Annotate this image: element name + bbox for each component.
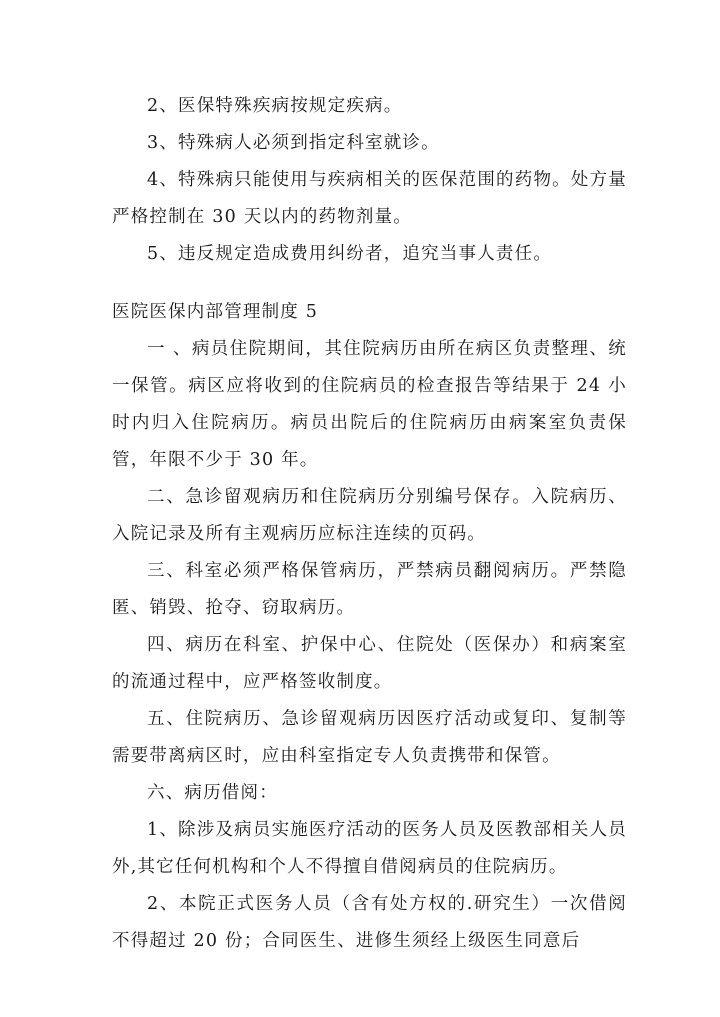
rule-paragraph: 五、住院病历、急诊留观病历因医疗活动或复印、复制等需要带离病区时，应由科室指定专人负责携带和保管。 [112,709,627,766]
rule-paragraph: 2、本院正式医务人员（含有处方权的.研究生）一次借阅不得超过 20 份；合同医生、进修生须经上级医生同意后 [112,894,627,951]
insurance-rules-list [112,88,627,273]
medical-record-rules [112,294,627,960]
rule-item: 3、特殊病人必须到指定科室就诊。 [147,133,440,153]
rule-paragraph: 四、病历在科室、护保中心、住院处（医保办）和病案室的流通过程中，应严格签收制度。 [112,635,627,692]
section-title: 医院医保内部管理制度 5 [112,302,319,322]
rule-paragraph: 三、科室必须严格保管病历，严禁病员翻阅病历。严禁隐匿、销毁、抢夺、窃取病历。 [112,561,627,618]
rule-paragraph: 一 、病员住院期间，其住院病历由所在病区负责整理、统一保管。病区应将收到的住院病员的检查报告等结果于 24 小时内归入住院病历。病员出院后的住院病历由病案室负责保管，年限不少于 30 年。 [112,339,627,470]
rule-paragraph: 1、除涉及病员实施医疗活动的医务人员及医教部相关人员外,其它任何机构和个人不得擅自借阅病员的住院病历。 [112,820,627,877]
rule-item: 5、违反规定造成费用纠纷者，追究当事人责任。 [147,244,553,264]
rule-paragraph: 六、病历借阅： [147,783,278,803]
rule-paragraph: 二、急诊留观病历和住院病历分别编号保存。入院病历、入院记录及所有主观病历应标注连续的页码。 [112,487,627,544]
rule-item: 2、医保特殊疾病按规定疾病。 [147,96,403,116]
rule-item: 4、特殊病只能使用与疾病相关的医保范围的药物。处方量严格控制在 30 天以内的药物剂量。 [112,170,627,227]
